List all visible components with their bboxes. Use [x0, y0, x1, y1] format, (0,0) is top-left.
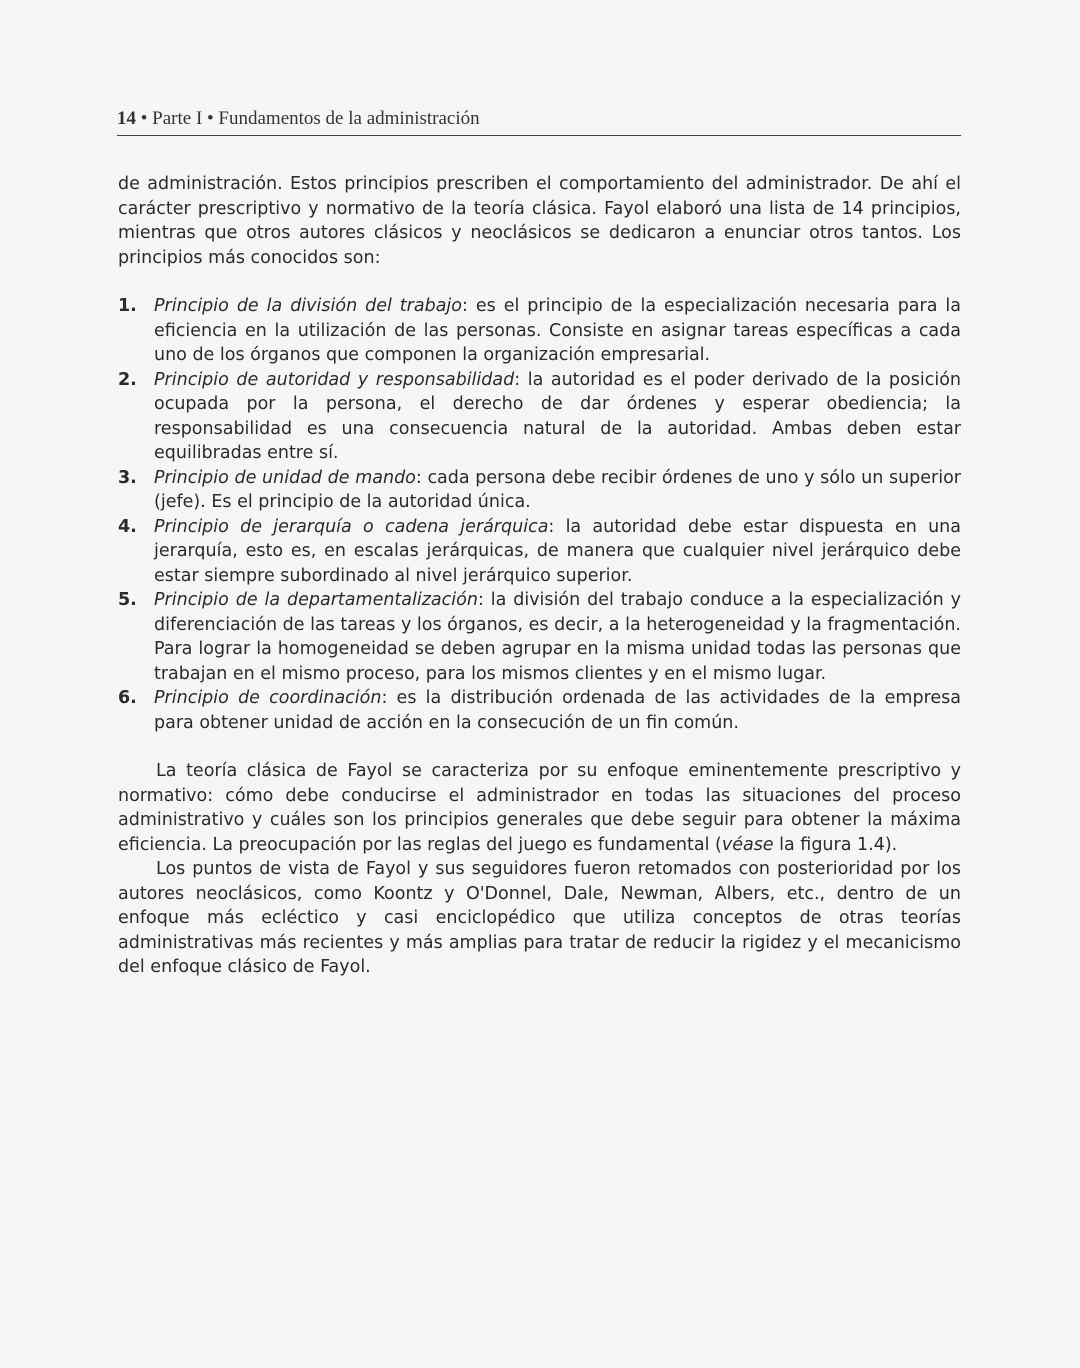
list-item-number: 3.	[118, 467, 137, 488]
vease-reference: véase	[721, 834, 774, 855]
list-item-number: 2.	[118, 369, 137, 390]
running-title: • Parte I • Fundamentos de la administración	[140, 108, 480, 129]
list-item	[118, 588, 961, 686]
list-item-number: 6.	[118, 688, 137, 708]
header-rule	[117, 135, 961, 136]
intro-paragraph: de administración. Estos principios prescriben el comportamiento del administrador. De ahí el carácter prescriptivo y normativo de la teoría clásica. Fayol elaboró una lista de 14 principios, mientras que otros autores clásicos y neoclásicos se dedicaron a enunciar otros tantos. Los principios más conocidos son:	[118, 174, 961, 268]
list-item	[118, 686, 961, 735]
list-item-number: 5.	[118, 590, 137, 610]
principle-text: : la autoridad debe estar dispuesta en una jerarquía, esto es, en escalas jerárquicas, de manera que cualquier nivel jerárquico debe estar siempre subordinado al nivel jerárquico superior.	[154, 516, 961, 586]
page-body	[118, 172, 961, 980]
principle-term: Principio de la departamentalización	[154, 590, 478, 610]
principles-list	[118, 294, 961, 735]
paragraph-fayol-theory	[118, 759, 961, 857]
list-item-number: 1.	[118, 296, 137, 316]
principle-term: Principio de unidad de mando	[154, 467, 416, 488]
principle-text: : es la distribución ordenada de las actividades de la empresa para obtener unidad de acción en la consecución de un fin común.	[154, 688, 961, 733]
paragraph-neoclassical: Los puntos de vista de Fayol y sus seguidores fueron retomados con posterioridad por los autores neoclásicos, como Koontz y O'Donnel, Dale, Newman, Albers, etc., dentro de un enfoque más ecléctico y casi enciclopédico que utiliza conceptos de otras teorías administrativas más recientes y más amplias para tratar de reducir la rigidez y el mecanicismo del enfoque clásico de Fayol.	[118, 859, 961, 977]
principle-term: Principio de jerarquía o cadena jerárquica	[154, 516, 549, 537]
principle-term: Principio de la división del trabajo	[154, 296, 462, 316]
list-item-number: 4.	[118, 516, 137, 537]
principle-text: : la autoridad es el poder derivado de la posición ocupada por la persona, el derecho de dar órdenes y esperar obediencia; la responsabilidad es una consecuencia natural de la autoridad. Ambas deben estar equilibradas entre sí.	[154, 369, 962, 463]
principle-term: Principio de coordinación	[154, 688, 382, 708]
list-item	[118, 515, 961, 589]
list-item	[118, 294, 961, 368]
running-header	[117, 108, 961, 130]
principle-text: : es el principio de la especialización necesaria para la eficiencia en la utilización de las personas. Consiste en asignar tareas específicas a cada uno de los órganos que componen la organización empresarial.	[154, 296, 961, 365]
page-number: 14	[117, 108, 136, 129]
figure-reference: la figura 1.4).	[773, 834, 898, 855]
principle-text: : cada persona debe recibir órdenes de uno y sólo un superior (jefe). Es el principio de la autoridad única.	[154, 467, 961, 512]
list-item	[118, 368, 961, 466]
principle-term: Principio de autoridad y responsabilidad	[154, 369, 515, 390]
paragraph-text: La teoría clásica de Fayol se caracteriza por su enfoque eminentemente prescriptivo y normativo: cómo debe conducirse el administrador en todas las situaciones del proceso administrativo y cuáles son los principios generales que debe seguir para obtener la máxima eficiencia. La preocupación por las reglas del juego es fundamental (	[118, 761, 961, 855]
principle-text: : la división del trabajo conduce a la especialización y diferenciación de las tareas y los órganos, es decir, a la heterogeneidad y la fragmentación. Para lograr la homogeneidad se deben agrupar en la misma unidad todas las personas que trabajan en el mismo proceso, para los mismos clientes y en el mismo lugar.	[154, 590, 961, 684]
list-item	[118, 466, 961, 515]
